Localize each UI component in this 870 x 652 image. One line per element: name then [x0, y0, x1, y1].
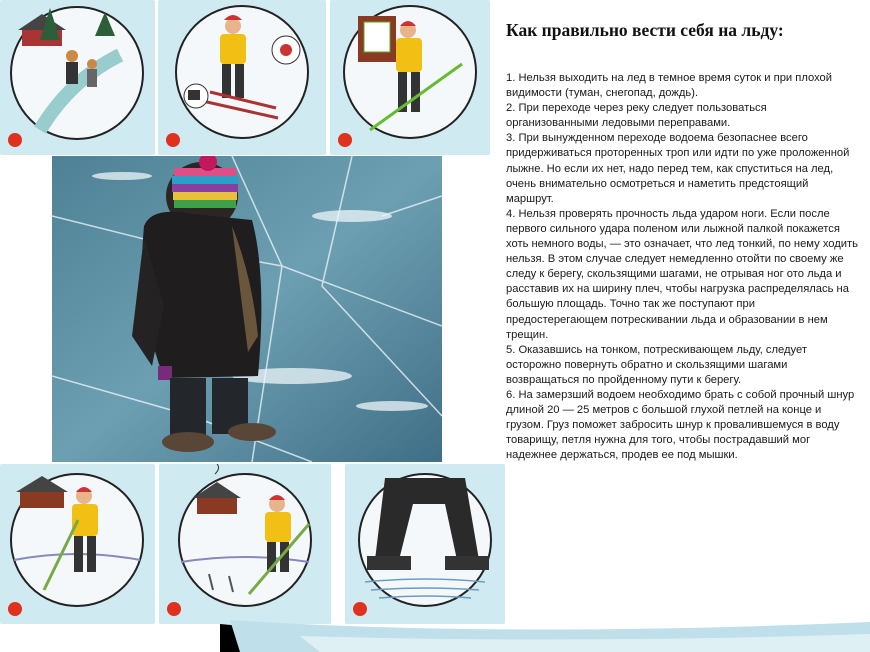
rule-item: 6. На замерзший водоем необходимо брать с собой прочный шнур длиной 20 — 25 метров с большой глухой петлей на конце и грузом. Груз поможет забросить шнур к провалившемуся в воду товарищу, петля нужна для того, чтобы пострадавший мог надежнее держаться, продев ее под мышки.: [506, 388, 855, 462]
illustration-skier: [158, 0, 326, 155]
illustration-child-with-stick: [330, 0, 490, 155]
red-dot-icon: [166, 133, 180, 147]
rule-item: 4. Нельзя проверять прочность льда ударом ноги. Если после первого сильного удара поленом или лыжной палкой покажется хоть немного воды, — это означает, что лед тонкий, по нему ходить нельзя. В этом случае следует немедленно отойти по своему же следу к берегу, скользящими шагами, не отрывая ног ото льда и расставив их на ширину плеч, чтобы нагрузка распределялась на большую площадь. Точно так же поступают при предостерегающем потрескивании льда и образовании в нем трещин.: [506, 207, 858, 341]
page-title: Как правильно вести себя на льду:: [506, 20, 784, 40]
decorative-wave: [0, 600, 870, 652]
rule-item: 5. Оказавшись на тонком, потрескивающем льду, следует осторожно повернуть обратно и скользящими шагами возвращаться по пройденному пути к берегу.: [506, 343, 807, 386]
photo-child-on-ice: [52, 156, 442, 462]
rules-list: [506, 71, 858, 463]
rule-item: 3. При вынужденном переходе водоема безопаснее всего придерживаться проторенных троп или идти по уже проложенной лыжне. Но если их нет, надо перед тем, как спуститься на лед, очень внимательно осмотреться и наметить предстоящий маршрут.: [506, 132, 850, 205]
rule-item: 1. Нельзя выходить на лед в темное время суток и при плохой видимости (туман, снегопад, дождь).: [506, 72, 833, 100]
red-dot-icon: [8, 133, 22, 147]
illustration-walking-on-path: [0, 0, 155, 155]
rule-item: 2. При переходе через реку следует пользоваться организованными ледовыми переправами.: [506, 102, 767, 130]
red-dot-icon: [338, 133, 352, 147]
rules-text-column: [506, 20, 858, 463]
